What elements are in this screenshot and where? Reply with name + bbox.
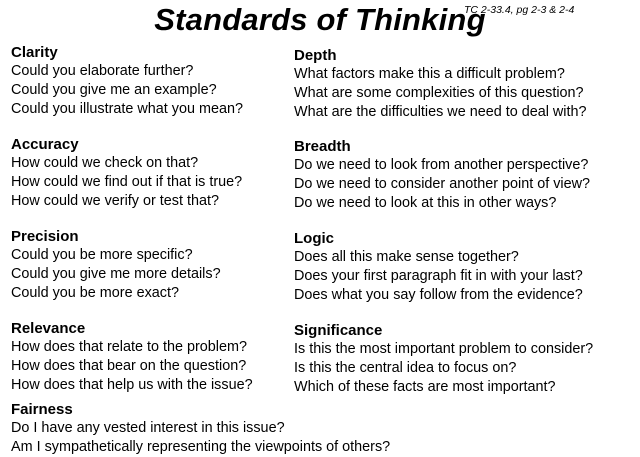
section-heading: Relevance [11,320,86,337]
question-line: How does that help us with the issue? [11,377,253,393]
section-precision [11,227,221,303]
section-significance [294,321,593,397]
question-line: Could you illustrate what you mean? [11,101,243,117]
reference-citation: TC 2-33.4, pg 2-3 & 2-4 [464,4,575,16]
section-heading: Breadth [294,138,351,155]
question-line: Does all this make sense together? [294,249,519,265]
section-clarity [11,43,243,119]
question-line: What are some complexities of this question? [294,85,584,101]
question-line: Do I have any vested interest in this issue? [11,420,285,436]
question-line: Could you be more specific? [11,247,193,263]
question-line: What are the difficulties we need to deal with? [294,104,587,120]
section-depth [294,46,587,122]
section-heading: Accuracy [11,136,79,153]
question-line: Could you elaborate further? [11,63,194,79]
question-line: How could we find out if that is true? [11,174,243,190]
section-heading: Clarity [11,44,58,61]
question-line: How does that relate to the problem? [11,339,247,355]
section-relevance [11,319,253,395]
question-line: How could we check on that? [11,155,199,171]
page-title: Standards of Thinking [154,2,486,37]
question-line: Does your first paragraph fit in with your last? [294,268,583,284]
section-heading: Logic [294,230,334,247]
question-line: Do we need to look at this in other ways? [294,195,557,211]
section-heading: Precision [11,228,79,245]
question-line: Is this the most important problem to consider? [294,341,594,357]
question-line: Am I sympathetically representing the viewpoints of others? [11,439,391,455]
question-line: Could you give me more details? [11,266,221,282]
section-heading: Significance [294,322,383,339]
question-line: What factors make this a difficult problem? [294,66,565,82]
section-logic [294,229,583,305]
question-line: Could you give me an example? [11,82,217,98]
question-line: Do we need to consider another point of view? [294,176,590,192]
question-line: How does that bear on the question? [11,358,247,374]
section-heading: Fairness [11,401,73,418]
section-accuracy [11,135,242,211]
question-line: Which of these facts are most important? [294,379,556,395]
question-line: Does what you say follow from the evidence? [294,287,583,303]
section-breadth [294,137,590,213]
question-line: Do we need to look from another perspective? [294,157,589,173]
question-line: Could you be more exact? [11,285,179,301]
section-heading: Depth [294,47,337,64]
question-line: How could we verify or test that? [11,193,219,209]
section-fairness [11,400,390,457]
question-line: Is this the central idea to focus on? [294,360,517,376]
